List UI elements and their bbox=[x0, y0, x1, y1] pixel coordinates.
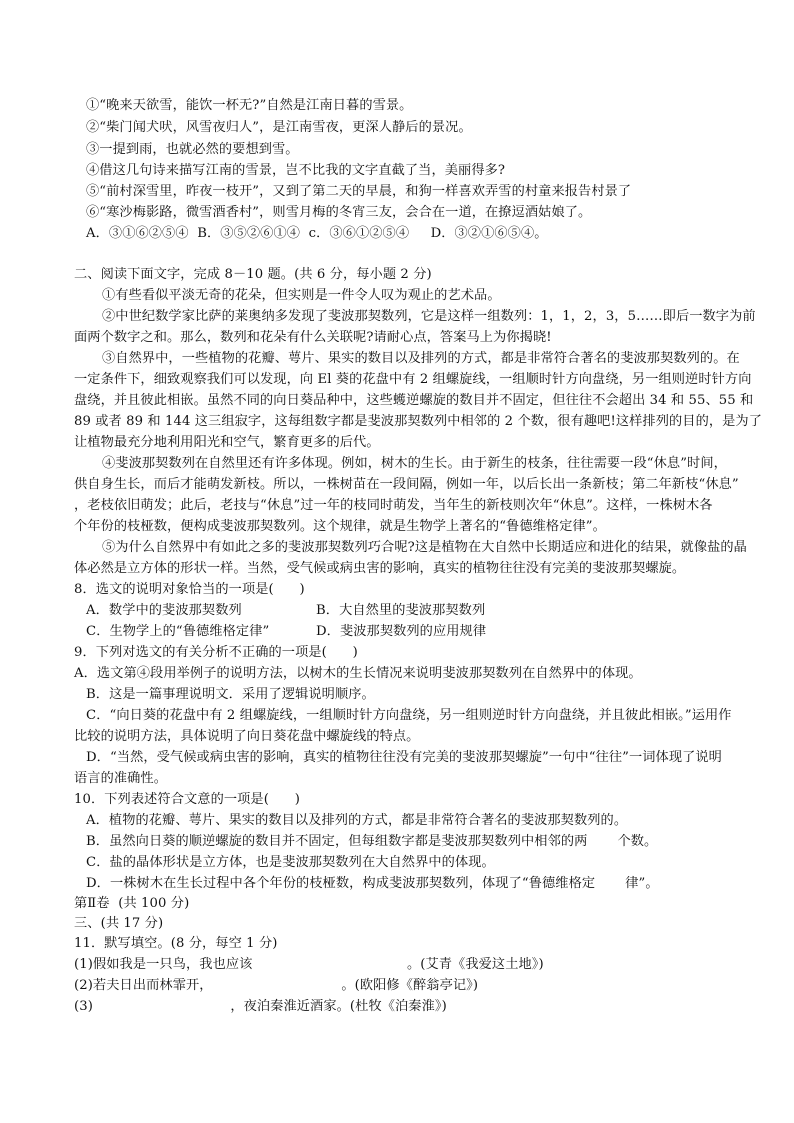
q9-option-c-line1: C．“向日葵的花盘中有 2 组螺旋线，一组顺时针方向盘绕，另一组则逆时针方向盘绕，并且彼此相嵌。”运用作 bbox=[86, 708, 732, 723]
q9-option-a: A．选文第④段用举例子的说明方法，以树木的生长情况来说明斐波那契数列在自然界中的体现。 bbox=[74, 666, 642, 681]
q8-stem: 8．选文的说明对象恰当的一项是( ) bbox=[74, 582, 305, 597]
q9-stem: 9．下列对选文的有关分析不正确的一项是( ) bbox=[74, 645, 358, 660]
q11-stem: 11．默写填空。(8 分，每空 1 分) bbox=[74, 936, 278, 951]
passage-p4-line2: 供自身生长，而后才能萌发新枝。所以，一株树苗在一段间隔，例如一年，以后长出一条新枝；第二年新枝“休息” bbox=[74, 477, 739, 492]
q10-option-a: A．植物的花瓣、萼片、果实的数目以及排列的方式，都是非常符合著名的斐波那契数列的。 bbox=[86, 813, 628, 828]
passage-p5-line2: 体必然是立方体的形状一样。当然，受气候或病虫害的影响，真实的植物往往没有完美的斐波那契螺旋。 bbox=[74, 561, 686, 576]
passage-p3-line3: 盘绕，并且彼此相嵌。虽然不同的向日葵品种中，这些蠖逆螺旋的数目并不固定，但往往不会超出 34 和 55、55 和 bbox=[74, 393, 754, 408]
q10-option-c: C．盐的晶体形状是立方体，也是斐波那契数列在大自然界中的体现。 bbox=[86, 855, 495, 870]
q8-option-b: B．大自然里的斐波那契数列 bbox=[316, 603, 486, 618]
q7-item-2: ②“柴门闻犬吠，风雪夜归人”，是江南雪夜，更深人静后的景况。 bbox=[86, 120, 472, 135]
q8-option-a: A．数学中的斐波那契数列 bbox=[86, 603, 242, 618]
passage-p3-line4: 89 或者 89 和 144 这三组寂字，这每组数字都是斐波那契数列中相邻的 2 个数，很有趣吧!这样排列的目的，是为了 bbox=[74, 414, 763, 429]
passage-p1: ①有些看似平淡无奇的花朵，但实则是一件令人叹为观止的艺术品。 bbox=[102, 288, 501, 303]
q10-option-b: B．虽然向日葵的顺逆螺旋的数目并不固定，但每组数字都是斐波那契数列中相邻的两 个数。 bbox=[86, 834, 658, 849]
passage-p3-line1: ③自然界中，一些植物的花瓣、萼片、果实的数目以及排列的方式，都是非常符合著名的斐波那契数列的。在 bbox=[102, 351, 740, 366]
q7-item-4: ④借这几句诗来描写江南的雪景，岂不比我的文字直截了当，美丽得多? bbox=[86, 163, 506, 178]
q11-line2: (2)若夫日出而林霏开， 。(欧阳修《醉翁亭记》) bbox=[74, 978, 479, 993]
passage-p2-line1: ②中世纪数学家比萨的莱奥纳多发现了斐波那契数列，它是这样一组数列：1，1，2，3，5……即后一数字为前 bbox=[102, 309, 756, 324]
passage-p3-line5: 让植物最充分地利用阳光和空气，繁育更多的后代。 bbox=[74, 435, 380, 450]
passage-p4-line1: ④斐波那契数列在自然里还有许多体现。例如，树木的生长。由于新生的枝条，往往需要一段“休息”时间， bbox=[102, 456, 727, 471]
q10-option-d: D．一株树木在生长过程中各个年份的枝桠数，构成斐波那契数列，体现了“鲁德维格定 律”。 bbox=[86, 876, 659, 891]
passage-p4-line4: 个年份的枝桠数，便构成斐波那契数列。这个规律，就是生物学上著名的“鲁德维格定律”。 bbox=[74, 519, 606, 534]
q9-option-d-line2: 语言的准确性。 bbox=[74, 771, 168, 786]
q9-option-c-line2: 比较的说明方法，具体说明了向日葵花盘中螺旋线的特点。 bbox=[74, 729, 420, 744]
q11-line1: (1)假如我是一只鸟，我也应该 。(艾青《我爱这土地》) bbox=[74, 957, 544, 972]
q7-item-5: ⑤“前村深雪里，昨夜一枝开”，又到了第二天的早晨，和狗一样喜欢弄雪的村童来报告村景了 bbox=[86, 184, 632, 199]
q7-options: A．③①⑥②⑤④ B．③⑤②⑥①④ c．③⑥①②⑤④ D．③②①⑥⑤④。 bbox=[86, 226, 548, 241]
q7-item-3: ③一提到雨，也就必然的要想到雪。 bbox=[86, 142, 299, 157]
section3-header: 三、(共 17 分) bbox=[74, 916, 164, 931]
q9-option-d-line1: D．“当然，受气候或病虫害的影响，真实的植物往往没有完美的斐波那契螺旋”一句中“往往”一词体现了说明 bbox=[86, 750, 722, 765]
q9-option-b: B．这是一篇事理说明文．采用了逻辑说明顺序。 bbox=[86, 687, 375, 702]
q8-option-c: C．生物学上的“鲁德维格定律” bbox=[86, 624, 270, 639]
q8-option-d: D．斐波那契数列的应用规律 bbox=[316, 624, 487, 639]
passage-p4-line3: ，老枝依旧萌发；此后，老技与“休息”过一年的枝同时萌发，当年生的新枝则次年“休息”。这样，一株树木各 bbox=[74, 498, 713, 513]
q7-item-6: ⑥“寒沙梅影路，微雪酒香村”，则雪月梅的冬宵三友，会合在一道，在撩逗酒姑娘了。 bbox=[86, 205, 592, 220]
section2-header: 二、阅读下面文字，完成 8－10 题。(共 6 分，每小题 2 分) bbox=[74, 267, 432, 282]
q11-line3: (3) ，夜泊秦淮近酒家。(杜牧《泊秦淮》) bbox=[74, 999, 447, 1014]
part2-title: 第Ⅱ卷 (共 100 分) bbox=[74, 896, 190, 911]
q7-item-1: ①“晚来天欲雪，能饮一杯无?”自然是江南日暮的雪景。 bbox=[86, 98, 413, 113]
passage-p2-line2: 面两个数字之和。那么，数列和花朵有什么关联呢?请耐心点，答案马上为你揭晓! bbox=[74, 330, 552, 345]
passage-p5-line1: ⑤为什么自然界中有如此之多的斐波那契数列巧合呢?这是植物在大自然中长期适应和进化的结果，就像盐的晶 bbox=[102, 540, 747, 555]
passage-p3-line2: 一定条件下，细致观察我们可以发现，向 El 葵的花盘中有 2 组螺旋线，一组顺时针方向盘绕，另一组则逆时针方向 bbox=[74, 372, 752, 387]
q10-stem: 10．下列表述符合文意的一项是( ) bbox=[74, 792, 300, 807]
